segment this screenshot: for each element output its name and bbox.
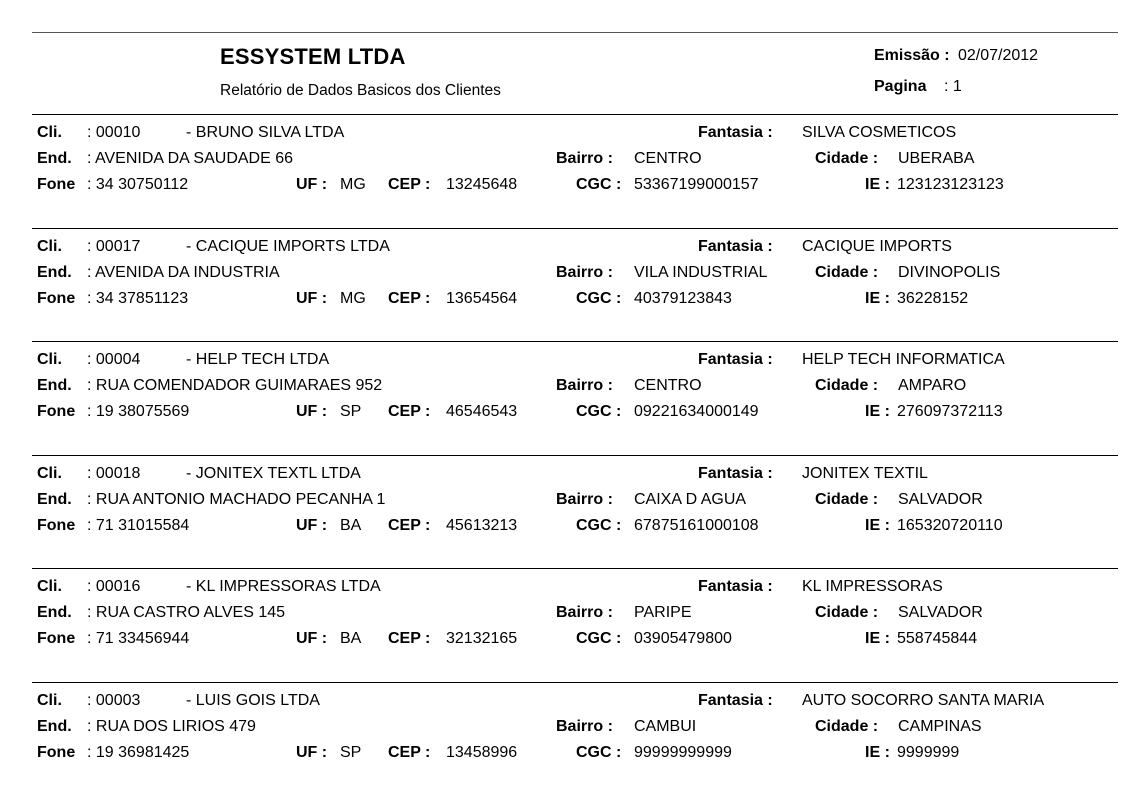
bairro-label: Bairro : <box>556 491 613 508</box>
fantasia-value: JONITEX TEXTIL <box>802 465 928 482</box>
cidade-value: CAMPINAS <box>898 718 982 735</box>
client-name: - JONITEX TEXTL LTDA <box>186 465 361 482</box>
fone-label: Fone <box>37 744 76 761</box>
record-divider <box>32 682 1118 683</box>
record-divider <box>32 455 1118 456</box>
end-label: End. <box>37 718 72 735</box>
cep-value: 46546543 <box>446 403 518 420</box>
uf-label: UF : <box>296 176 328 193</box>
ie-label: IE : <box>865 176 890 193</box>
cgc-label: CGC : <box>576 290 622 307</box>
uf-value: MG <box>340 176 366 193</box>
report-subtitle: Relatório de Dados Basicos dos Clientes <box>220 82 501 99</box>
cli-label: Cli. <box>37 465 62 482</box>
fone-label: Fone <box>37 630 76 647</box>
cgc-value: 09221634000149 <box>634 403 759 420</box>
bairro-label: Bairro : <box>556 718 613 735</box>
uf-value: MG <box>340 290 366 307</box>
cgc-label: CGC : <box>576 630 622 647</box>
fone-label: Fone <box>37 403 76 420</box>
fantasia-label: Fantasia : <box>698 238 773 255</box>
client-code: : 00018 <box>87 465 141 482</box>
bairro-value: VILA INDUSTRIAL <box>634 264 768 281</box>
endereco-value: : RUA CASTRO ALVES 145 <box>87 604 286 621</box>
cidade-value: DIVINOPOLIS <box>898 264 1001 281</box>
cgc-value: 53367199000157 <box>634 176 759 193</box>
cidade-value: UBERABA <box>898 150 975 167</box>
fantasia-value: SILVA COSMETICOS <box>802 124 957 141</box>
endereco-value: : AVENIDA DA SAUDADE 66 <box>87 150 294 167</box>
cgc-value: 99999999999 <box>634 744 732 761</box>
fone-value: : 34 30750112 <box>87 176 189 193</box>
cgc-value: 67875161000108 <box>634 517 759 534</box>
cep-label: CEP : <box>388 630 431 647</box>
bairro-value: CENTRO <box>634 150 702 167</box>
cep-label: CEP : <box>388 176 431 193</box>
record-divider <box>32 228 1118 229</box>
cli-label: Cli. <box>37 578 62 595</box>
record-divider <box>32 568 1118 569</box>
fone-value: : 71 33456944 <box>87 630 190 647</box>
cep-value: 13458996 <box>446 744 518 761</box>
client-record <box>0 341 1132 455</box>
bairro-value: CAMBUI <box>634 718 697 735</box>
uf-label: UF : <box>296 630 328 647</box>
fantasia-label: Fantasia : <box>698 124 773 141</box>
ie-value: 165320720110 <box>897 517 1003 534</box>
client-name: - BRUNO SILVA LTDA <box>186 124 345 141</box>
ie-label: IE : <box>865 403 890 420</box>
cli-label: Cli. <box>37 124 62 141</box>
cgc-label: CGC : <box>576 517 622 534</box>
cep-label: CEP : <box>388 744 431 761</box>
bairro-value: CENTRO <box>634 377 702 394</box>
uf-value: BA <box>340 517 362 534</box>
bairro-label: Bairro : <box>556 377 613 394</box>
fantasia-value: KL IMPRESSORAS <box>802 578 943 595</box>
cep-value: 45613213 <box>446 517 518 534</box>
endereco-value: : RUA ANTONIO MACHADO PECANHA 1 <box>87 491 386 508</box>
cidade-label: Cidade : <box>815 604 879 621</box>
client-record <box>0 114 1132 228</box>
client-code: : 00017 <box>87 238 141 255</box>
client-code: : 00016 <box>87 578 141 595</box>
emissao-label: Emissão : <box>874 47 950 64</box>
cidade-value: SALVADOR <box>898 491 983 508</box>
cep-value: 13245648 <box>446 176 518 193</box>
fantasia-label: Fantasia : <box>698 578 773 595</box>
fone-value: : 19 38075569 <box>87 403 190 420</box>
ie-label: IE : <box>865 517 890 534</box>
company-name: ESSYSTEM LTDA <box>220 44 406 69</box>
uf-label: UF : <box>296 290 328 307</box>
cidade-label: Cidade : <box>815 377 879 394</box>
cep-value: 13654564 <box>446 290 518 307</box>
uf-value: SP <box>340 403 362 420</box>
client-code: : 00010 <box>87 124 141 141</box>
ie-label: IE : <box>865 744 890 761</box>
cli-label: Cli. <box>37 351 62 368</box>
bairro-value: PARIPE <box>634 604 692 621</box>
record-divider <box>32 114 1118 115</box>
uf-label: UF : <box>296 517 328 534</box>
cep-label: CEP : <box>388 290 431 307</box>
end-label: End. <box>37 150 72 167</box>
client-code: : 00004 <box>87 351 141 368</box>
ie-value: 276097372113 <box>897 403 1003 420</box>
client-record <box>0 228 1132 342</box>
bairro-label: Bairro : <box>556 150 613 167</box>
fone-label: Fone <box>37 290 76 307</box>
client-record <box>0 682 1132 796</box>
pagina-value: : 1 <box>944 78 962 95</box>
client-name: - HELP TECH LTDA <box>186 351 330 368</box>
fantasia-value: CACIQUE IMPORTS <box>802 238 952 255</box>
ie-value: 9999999 <box>897 744 960 761</box>
cidade-label: Cidade : <box>815 718 879 735</box>
cgc-label: CGC : <box>576 403 622 420</box>
cidade-label: Cidade : <box>815 150 879 167</box>
uf-value: BA <box>340 630 362 647</box>
cgc-value: 03905479800 <box>634 630 732 647</box>
fone-value: : 71 31015584 <box>87 517 190 534</box>
bairro-label: Bairro : <box>556 604 613 621</box>
fone-label: Fone <box>37 176 76 193</box>
cli-label: Cli. <box>37 238 62 255</box>
cgc-value: 40379123843 <box>634 290 732 307</box>
end-label: End. <box>37 264 72 281</box>
uf-label: UF : <box>296 403 328 420</box>
uf-value: SP <box>340 744 362 761</box>
record-divider <box>32 341 1118 342</box>
fone-value: : 34 37851123 <box>87 290 189 307</box>
endereco-value: : AVENIDA DA INDUSTRIA <box>87 264 280 281</box>
client-record <box>0 455 1132 569</box>
client-code: : 00003 <box>87 692 141 709</box>
cli-label: Cli. <box>37 692 62 709</box>
end-label: End. <box>37 377 72 394</box>
cep-value: 32132165 <box>446 630 518 647</box>
fantasia-label: Fantasia : <box>698 351 773 368</box>
cidade-label: Cidade : <box>815 264 879 281</box>
cidade-value: SALVADOR <box>898 604 983 621</box>
cidade-label: Cidade : <box>815 491 879 508</box>
bairro-label: Bairro : <box>556 264 613 281</box>
client-name: - KL IMPRESSORAS LTDA <box>186 578 381 595</box>
top-rule <box>32 32 1118 33</box>
fantasia-label: Fantasia : <box>698 692 773 709</box>
cgc-label: CGC : <box>576 744 622 761</box>
fantasia-label: Fantasia : <box>698 465 773 482</box>
fone-value: : 19 36981425 <box>87 744 190 761</box>
ie-label: IE : <box>865 630 890 647</box>
emissao-value: 02/07/2012 <box>958 47 1039 64</box>
client-name: - CACIQUE IMPORTS LTDA <box>186 238 390 255</box>
fantasia-value: HELP TECH INFORMATICA <box>802 351 1005 368</box>
ie-label: IE : <box>865 290 890 307</box>
uf-label: UF : <box>296 744 328 761</box>
bairro-value: CAIXA D AGUA <box>634 491 747 508</box>
cep-label: CEP : <box>388 517 431 534</box>
end-label: End. <box>37 604 72 621</box>
client-record <box>0 568 1132 682</box>
endereco-value: : RUA DOS LIRIOS 479 <box>87 718 256 735</box>
cep-label: CEP : <box>388 403 431 420</box>
endereco-value: : RUA COMENDADOR GUIMARAES 952 <box>87 377 383 394</box>
cgc-label: CGC : <box>576 176 622 193</box>
end-label: End. <box>37 491 72 508</box>
fone-label: Fone <box>37 517 76 534</box>
pagina-label: Pagina <box>874 78 927 95</box>
fantasia-value: AUTO SOCORRO SANTA MARIA <box>802 692 1045 709</box>
ie-value: 558745844 <box>897 630 978 647</box>
ie-value: 123123123123 <box>897 176 1004 193</box>
cidade-value: AMPARO <box>898 377 967 394</box>
client-name: - LUIS GOIS LTDA <box>186 692 320 709</box>
ie-value: 36228152 <box>897 290 969 307</box>
